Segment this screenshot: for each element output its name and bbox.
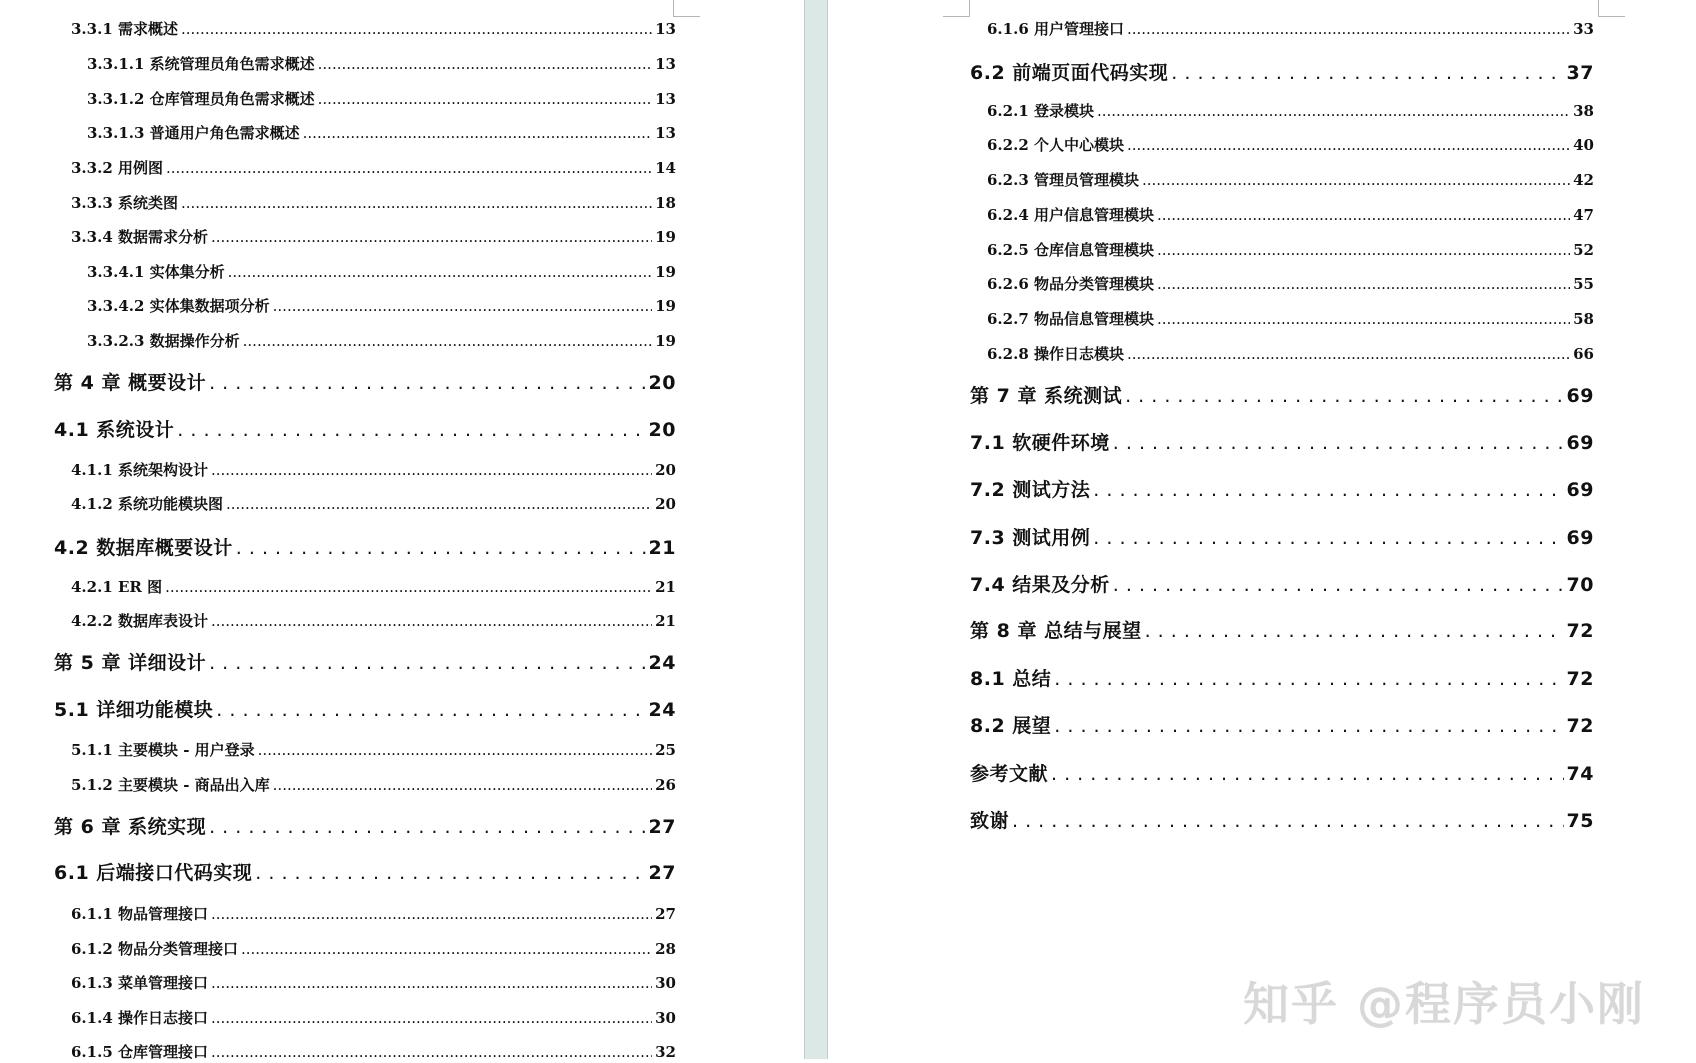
toc-entry-title: 6.1.5 仓库管理接口: [71, 1043, 208, 1061]
toc-entry[interactable]: [87, 54, 676, 75]
toc-entry-title: 7.3 测试用例: [970, 527, 1091, 549]
toc-dot-leader: [211, 1042, 652, 1063]
toc-page-number: 19: [655, 332, 676, 350]
toc-dot-leader: [181, 19, 652, 40]
toc-page-number: 72: [1566, 668, 1594, 690]
toc-entry[interactable]: [970, 762, 1594, 787]
toc-entry-title: 4.2.2 数据库表设计: [71, 612, 208, 630]
toc-entry[interactable]: [71, 494, 676, 515]
toc-entry[interactable]: [71, 775, 676, 796]
toc-page-number: 52: [1573, 241, 1594, 259]
toc-page-number: 38: [1573, 102, 1594, 120]
toc-dot-leader: [241, 939, 652, 960]
toc-page-number: 40: [1573, 136, 1594, 154]
toc-entry[interactable]: [987, 205, 1594, 226]
toc-entry[interactable]: [54, 861, 676, 886]
toc-entry[interactable]: [970, 478, 1594, 503]
toc-page-number: 72: [1566, 715, 1594, 737]
toc-page-number: 69: [1566, 432, 1594, 454]
toc-dot-leader: [1097, 101, 1570, 122]
toc-entry[interactable]: [87, 123, 676, 144]
toc-entry[interactable]: [71, 460, 676, 481]
page-corner-mark: [1598, 0, 1625, 17]
toc-dot-leader: [1054, 714, 1563, 739]
toc-page-number: 27: [648, 816, 676, 838]
toc-entry-title: 致谢: [970, 810, 1010, 832]
toc-entry-title: 6.2.1 登录模块: [987, 102, 1094, 120]
toc-dot-leader: [273, 296, 652, 317]
toc-entry[interactable]: [970, 619, 1594, 644]
toc-entry[interactable]: [71, 1042, 676, 1063]
toc-dot-leader: [258, 740, 652, 761]
toc-entry[interactable]: [71, 611, 676, 632]
toc-page-number: 21: [655, 578, 676, 596]
toc-page-number: 28: [655, 940, 676, 958]
toc-entry-title: 6.1.3 菜单管理接口: [71, 974, 208, 992]
toc-entry[interactable]: [71, 193, 676, 214]
toc-entry[interactable]: [987, 170, 1594, 191]
toc-entry-title: 6.2.4 用户信息管理模块: [987, 206, 1154, 224]
toc-dot-leader: [303, 123, 652, 144]
toc-entry-title: 3.3.1 需求概述: [71, 20, 178, 38]
toc-dot-leader: [165, 577, 652, 598]
toc-entry[interactable]: [54, 536, 676, 561]
toc-page-number: 24: [648, 652, 676, 674]
toc-entry-title: 3.3.1.3 普通用户角色需求概述: [87, 124, 300, 142]
toc-entry[interactable]: [987, 240, 1594, 261]
toc-page-number: 19: [655, 263, 676, 281]
toc-dot-leader: [1157, 240, 1570, 261]
toc-entry-title: 6.2.2 个人中心模块: [987, 136, 1124, 154]
toc-dot-leader: [236, 536, 646, 561]
toc-entry[interactable]: [87, 331, 676, 352]
toc-entry[interactable]: [71, 19, 676, 40]
toc-page-number: 55: [1573, 275, 1594, 293]
toc-dot-leader: [209, 371, 645, 396]
toc-entry[interactable]: [987, 101, 1594, 122]
toc-entry-title: 3.3.1.2 仓库管理员角色需求概述: [87, 90, 315, 108]
toc-entry-title: 第 6 章 系统实现: [54, 816, 207, 838]
toc-page-number: 25: [655, 741, 676, 759]
toc-entry[interactable]: [987, 19, 1594, 40]
toc-entry-title: 第 4 章 概要设计: [54, 372, 207, 394]
toc-dot-leader: [216, 698, 645, 723]
toc-page-number: 21: [648, 537, 676, 559]
toc-entry-title: 5.1.2 主要模块 - 商品出入库: [71, 776, 270, 794]
toc-entry[interactable]: [987, 309, 1594, 330]
toc-page-number: 37: [1566, 62, 1594, 84]
toc-entry-title: 4.1 系统设计: [54, 419, 175, 441]
toc-page-number: 19: [655, 297, 676, 315]
toc-page-number: 18: [655, 194, 676, 212]
toc-entry[interactable]: [87, 262, 676, 283]
toc-entry[interactable]: [54, 651, 676, 676]
toc-dot-leader: [1127, 135, 1570, 156]
toc-entry-title: 3.3.1.1 系统管理员角色需求概述: [87, 55, 315, 73]
page-corner-mark: [673, 0, 700, 17]
toc-dot-leader: [273, 775, 652, 796]
toc-page-number: 13: [655, 55, 676, 73]
toc-entry[interactable]: [970, 667, 1594, 692]
toc-entry-title: 6.1.4 操作日志接口: [71, 1009, 208, 1027]
toc-entry[interactable]: [71, 973, 676, 994]
toc-dot-leader: [209, 815, 645, 840]
toc-page-number: 69: [1566, 527, 1594, 549]
toc-entry[interactable]: [970, 714, 1594, 739]
toc-dot-leader: [1054, 667, 1563, 692]
toc-page-number: 74: [1566, 763, 1594, 785]
toc-entry[interactable]: [970, 384, 1594, 409]
toc-dot-leader: [243, 331, 652, 352]
toc-page-number: 69: [1566, 385, 1594, 407]
toc-page-number: 14: [655, 159, 676, 177]
toc-entry-title: 3.3.3 系统类图: [71, 194, 178, 212]
toc-page-number: 26: [655, 776, 676, 794]
toc-entry[interactable]: [87, 89, 676, 110]
toc-entry-title: 8.1 总结: [970, 668, 1052, 690]
toc-entry-title: 3.3.4.1 实体集分析: [87, 263, 225, 281]
toc-entry-title: 7.2 测试方法: [970, 479, 1091, 501]
toc-dot-leader: [211, 1008, 652, 1029]
toc-page-number: 24: [648, 699, 676, 721]
toc-dot-leader: [318, 89, 652, 110]
toc-page-number: 20: [655, 461, 676, 479]
toc-dot-leader: [1145, 619, 1564, 644]
toc-dot-leader: [1051, 762, 1564, 787]
toc-entry[interactable]: [71, 939, 676, 960]
toc-entry[interactable]: [970, 573, 1594, 598]
toc-dot-leader: [318, 54, 652, 75]
toc-dot-leader: [1113, 431, 1564, 456]
toc-entry[interactable]: [54, 418, 676, 443]
toc-entry-title: 3.3.2 用例图: [71, 159, 163, 177]
toc-entry[interactable]: [71, 227, 676, 248]
toc-entry-title: 第 8 章 总结与展望: [970, 620, 1142, 642]
toc-entry[interactable]: [54, 371, 676, 396]
toc-dot-leader: [1113, 573, 1564, 598]
toc-dot-leader: [1157, 309, 1570, 330]
toc-entry-title: 7.4 结果及分析: [970, 574, 1110, 596]
toc-dot-leader: [211, 904, 652, 925]
toc-entry[interactable]: [71, 904, 676, 925]
toc-page-number: 33: [1573, 20, 1594, 38]
toc-dot-leader: [1127, 19, 1570, 40]
toc-page-number: 30: [655, 974, 676, 992]
toc-entry-title: 3.3.2.3 数据操作分析: [87, 332, 240, 350]
toc-entry-title: 第 5 章 详细设计: [54, 652, 207, 674]
toc-entry-title: 3.3.4.2 实体集数据项分析: [87, 297, 270, 315]
toc-page-number: 27: [648, 862, 676, 884]
toc-dot-leader: [1125, 384, 1563, 409]
toc-dot-leader: [211, 611, 652, 632]
toc-dot-leader: [255, 861, 645, 886]
toc-dot-leader: [1093, 478, 1563, 503]
toc-entry-title: 6.2 前端页面代码实现: [970, 62, 1169, 84]
toc-page-number: 75: [1566, 810, 1594, 832]
toc-entry[interactable]: [71, 577, 676, 598]
toc-entry-title: 6.1.6 用户管理接口: [987, 20, 1124, 38]
toc-dot-leader: [228, 262, 652, 283]
toc-dot-leader: [1157, 205, 1570, 226]
toc-page-number: 47: [1573, 206, 1594, 224]
toc-page-number: 70: [1566, 574, 1594, 596]
toc-page-number: 21: [655, 612, 676, 630]
toc-dot-leader: [1127, 344, 1570, 365]
toc-entry-title: 参考文献: [970, 763, 1049, 785]
toc-dot-leader: [177, 418, 645, 443]
toc-entry-title: 8.2 展望: [970, 715, 1052, 737]
toc-entry[interactable]: [54, 815, 676, 840]
toc-entry-title: 4.2.1 ER 图: [71, 578, 163, 596]
toc-dot-leader: [226, 494, 652, 515]
toc-entry-title: 5.1 详细功能模块: [54, 699, 214, 721]
toc-entry-title: 6.1.2 物品分类管理接口: [71, 940, 238, 958]
toc-entry-title: 第 7 章 系统测试: [970, 385, 1123, 407]
page-gutter: [804, 0, 828, 1059]
toc-entry-title: 6.1 后端接口代码实现: [54, 862, 253, 884]
watermark: 知乎 @程序员小刚: [1243, 977, 1646, 1031]
toc-entry-title: 7.1 软硬件环境: [970, 432, 1110, 454]
toc-entry-title: 6.1.1 物品管理接口: [71, 905, 208, 923]
toc-page-number: 72: [1566, 620, 1594, 642]
toc-page-number: 66: [1573, 345, 1594, 363]
toc-page-number: 13: [655, 90, 676, 108]
toc-entry-title: 4.1.2 系统功能模块图: [71, 495, 223, 513]
toc-dot-leader: [209, 651, 645, 676]
toc-entry[interactable]: [87, 296, 676, 317]
toc-dot-leader: [181, 193, 652, 214]
toc-page-number: 58: [1573, 310, 1594, 328]
toc-dot-leader: [211, 973, 652, 994]
toc-page-number: 32: [655, 1043, 676, 1061]
toc-entry-title: 6.2.3 管理员管理模块: [987, 171, 1139, 189]
toc-page-number: 20: [648, 372, 676, 394]
toc-entry[interactable]: [71, 740, 676, 761]
toc-page-number: 13: [655, 20, 676, 38]
toc-page-number: 19: [655, 228, 676, 246]
toc-page-number: 69: [1566, 479, 1594, 501]
toc-dot-leader: [1171, 61, 1563, 86]
toc-entry-title: 6.2.5 仓库信息管理模块: [987, 241, 1154, 259]
toc-entry[interactable]: [987, 344, 1594, 365]
toc-entry[interactable]: [54, 698, 676, 723]
toc-dot-leader: [1142, 170, 1570, 191]
toc-dot-leader: [211, 227, 652, 248]
toc-entry-title: 4.2 数据库概要设计: [54, 537, 233, 559]
page-corner-mark: [943, 0, 970, 17]
toc-entry[interactable]: [970, 61, 1594, 86]
toc-entry[interactable]: [987, 135, 1594, 156]
toc-dot-leader: [211, 460, 652, 481]
toc-entry-title: 4.1.1 系统架构设计: [71, 461, 208, 479]
toc-entry[interactable]: [71, 1008, 676, 1029]
toc-page-number: 42: [1573, 171, 1594, 189]
toc-page-number: 20: [648, 419, 676, 441]
toc-entry[interactable]: [970, 809, 1594, 834]
toc-entry-title: 6.2.8 操作日志模块: [987, 345, 1124, 363]
toc-page-number: 13: [655, 124, 676, 142]
toc-entry-title: 6.2.7 物品信息管理模块: [987, 310, 1154, 328]
toc-page-number: 27: [655, 905, 676, 923]
toc-dot-leader: [1012, 809, 1564, 834]
toc-entry[interactable]: [970, 526, 1594, 551]
toc-dot-leader: [1093, 526, 1563, 551]
toc-entry[interactable]: [970, 431, 1594, 456]
toc-page-number: 30: [655, 1009, 676, 1027]
toc-dot-leader: [1157, 274, 1570, 295]
toc-entry-title: 6.2.6 物品分类管理模块: [987, 275, 1154, 293]
toc-dot-leader: [166, 158, 652, 179]
toc-entry[interactable]: [987, 274, 1594, 295]
toc-entry-title: 3.3.4 数据需求分析: [71, 228, 208, 246]
toc-entry-title: 5.1.1 主要模块 - 用户登录: [71, 741, 255, 759]
toc-entry[interactable]: [71, 158, 676, 179]
toc-page-number: 20: [655, 495, 676, 513]
